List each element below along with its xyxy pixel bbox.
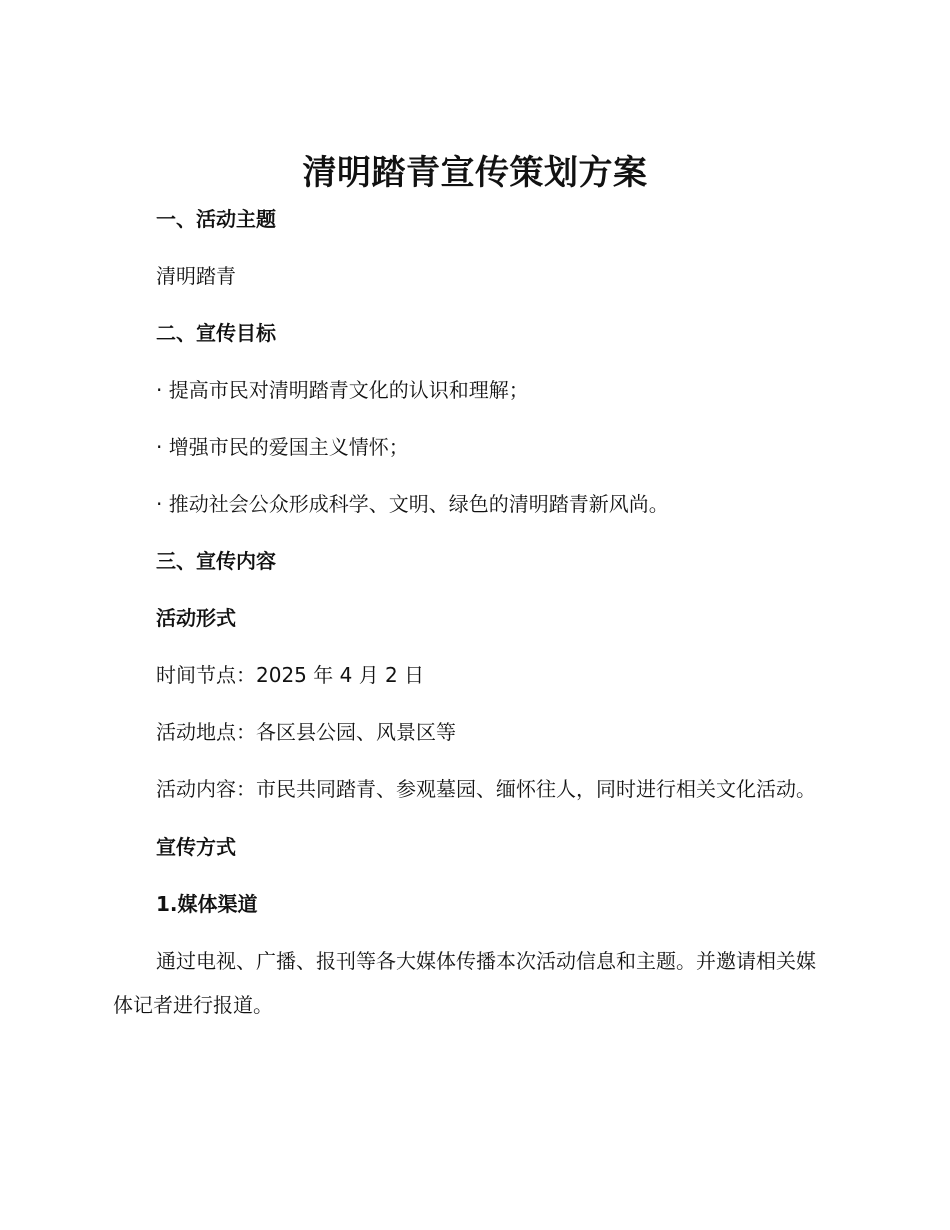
section-body-theme: 清明踏青: [156, 264, 236, 288]
goal-bullet-1: · 提高市民对清明踏青文化的认识和理解；: [156, 378, 529, 402]
activity-content: 活动内容：市民共同踏青、参观墓园、缅怀往人，同时进行相关文化活动。: [156, 777, 816, 801]
section-heading-content: 三、宣传内容: [156, 549, 276, 573]
activity-time: 时间节点：2025 年 4 月 2 日: [156, 663, 425, 687]
subheading-activity-form: 活动形式: [156, 606, 236, 630]
activity-location: 活动地点：各区县公园、风景区等: [156, 720, 456, 744]
subheading-promotion: 宣传方式: [156, 835, 236, 859]
media-channels-body: 通过电视、广播、报刊等各大媒体传播本次活动信息和主题。并邀请相关媒体记者进行报道。: [113, 949, 816, 1017]
subheading-media-channels: 1.媒体渠道: [156, 892, 258, 916]
document-title: 清明踏青宣传策划方案: [302, 153, 648, 193]
goal-bullet-3: · 推动社会公众形成科学、文明、绿色的清明踏青新风尚。: [156, 492, 669, 516]
section-heading-goals: 二、宣传目标: [156, 321, 276, 345]
section-heading-theme: 一、活动主题: [156, 207, 276, 231]
goal-bullet-2: · 增强市民的爱国主义情怀；: [156, 435, 409, 459]
